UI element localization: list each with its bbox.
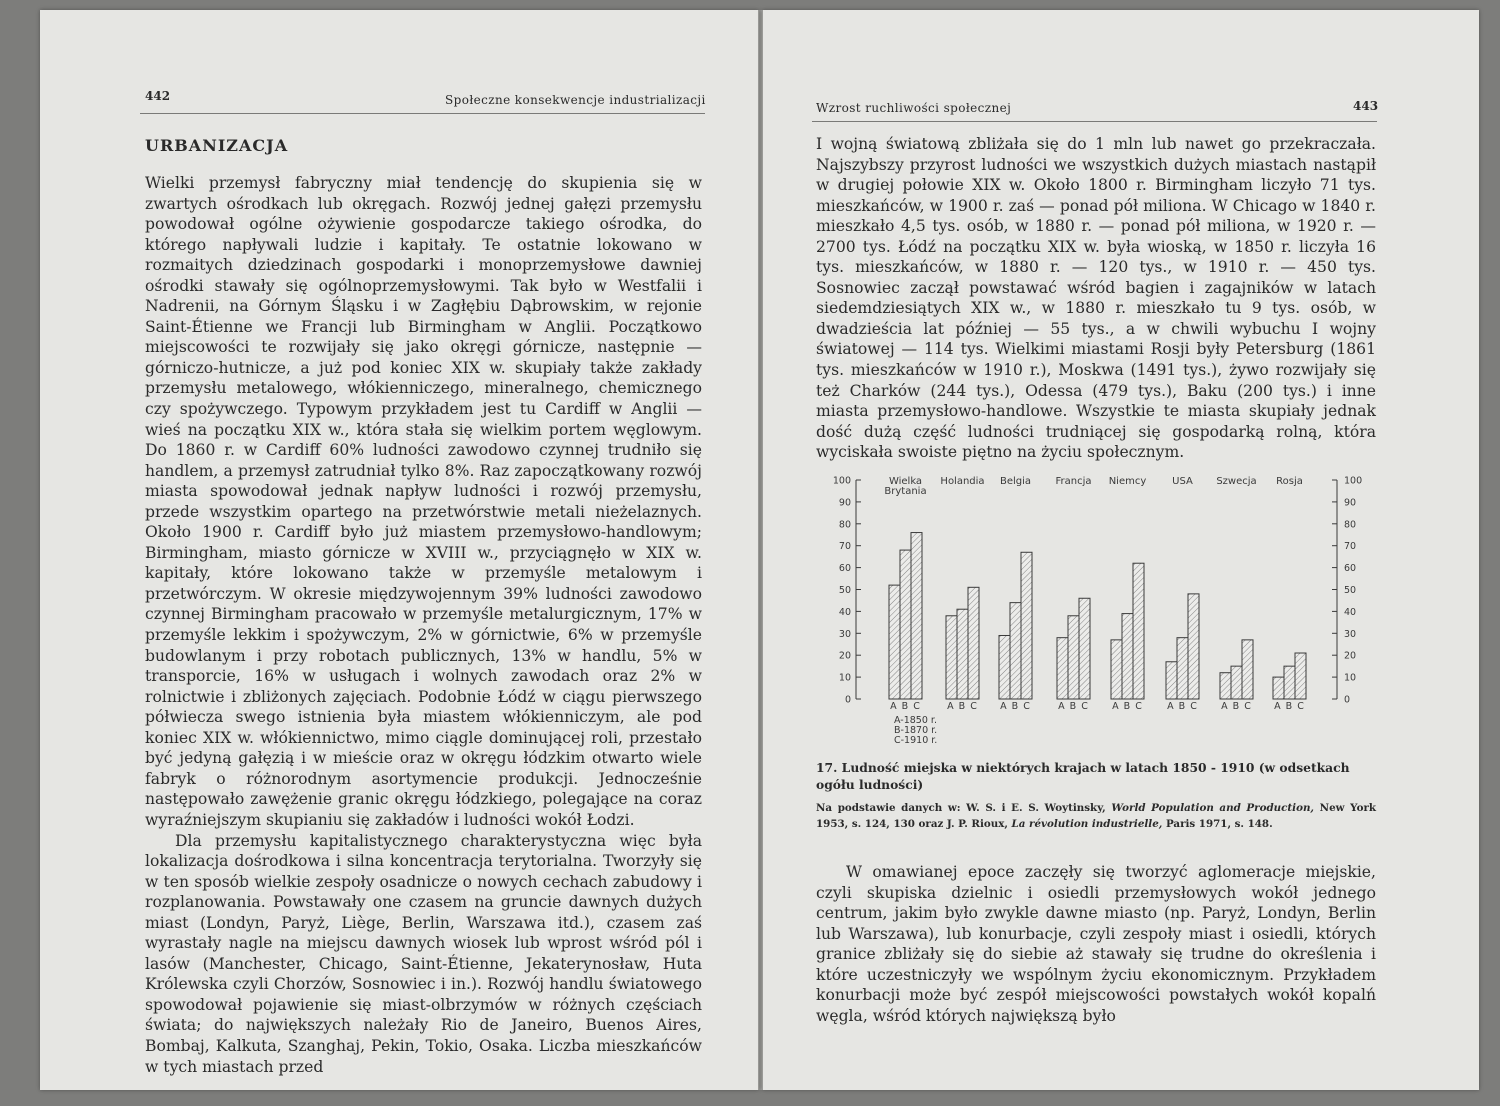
legend-entry: C-1910 r. (894, 735, 938, 746)
bar (1133, 563, 1144, 699)
source-title-2: La révolution industrielle, (1011, 817, 1163, 830)
category-label: Wielka (888, 476, 923, 487)
right-paragraph-top: I wojną światową zbliżała się do 1 mln lub nawet go przekraczała. Najszybszy przyrost ludności we wszystkich dużych miastach nastąpił w drugiej połowie XIX w. Około 1800 r. Birmingham liczyło 71 tys. mieszkańców, w 1900 r. zaś — ponad pół miliona. W Chicago w 1840 r. mieszkało 4,5 tys. osób, w 1880 r. — ponad pół miliona, w 1920 r. — 2700 tys. Łódź na początku XIX w. była wioską, w 1850 r. liczyła 16 tys. mieszkańców, w 1880 r. — 120 tys., w 1910 r. — 450 tys. Sosnowiec zaczął powstawać wśród bagien i zagajników w latach siedemdziesiątych XIX w., w 1880 r. mieszkało tu 9 tys. osób, w dwadzieścia lat później — 55 tys., a w chwili wybuchu I wojny światowej — 114 tys. Wielkimi miastami Rosji były Petersburg (1861 tys. mieszkańców w 1910 r.), Moskwa (1491 tys.), żywo rozwijały się też Charków (244 tys.), Odessa (479 tys.), Baku (200 tys.) i inne miasta przemysłowo-handlowe. Wszystkie te miasta skupiały jednak dość dużą część ludności trudniącej się gospodarką rolną, która wyciskała swoiste piętno na życiu społecznym. (816, 135, 1376, 462)
bar-letters-label: A B C (1058, 701, 1089, 712)
category-label: Szwecja (1216, 476, 1257, 487)
bar (1284, 666, 1295, 699)
y-tick-label-right: 30 (1344, 628, 1357, 640)
bar-letters-label: A B C (1221, 701, 1252, 712)
left-header-rule (140, 113, 705, 114)
bar (1166, 662, 1177, 699)
y-tick-label-right: 10 (1344, 672, 1357, 684)
legend-entry: B-1870 r. (894, 725, 938, 736)
left-paragraph-1: Wielki przemysł fabryczny miał tendencję do skupienia się w zwartych ośrodkach lub okręgach. Rozwój jednej gałęzi przemysłu powodował ogólne ożywienie gospodarcze takiego ośrodka, do którego napływali ludzie i kapitały. Te ostatnie lokowano w rozmaitych dziedzinach gospodarki i monoprzemysłowe dawniej ośrodki stawały się ogólnoprzemysłowymi. Tak było w Westfalii i Nadrenii, na Górnym Śląsku i w Zagłębiu Dąbrowskim, w rejonie Saint-Étienne we Francji lub Birmingham w Anglii. Początkowo miejscowości te rozwijały się jako okręgi górnicze, następnie — górniczo-hutnicze, a już pod koniec XIX w. skupiały także zakłady przemysłu metalowego, włókienniczego, mineralnego, chemicznego czy spożywczego. Typowym przykładem jest tu Cardiff w Anglii — wieś na początku XIX w., która stała się wielkim portem węglowym. Do 1860 r. w Cardiff 60% ludności zawodowo czynnej trudniło się handlem, a przemysł zatrudniał tylko 8%. Raz zapoczątkowany rozwój miasta spowodował jednak napływ ludności i rozwój przemysłu, przede wszystkim opartego na przetwórstwie metali nieżelaznych. Około 1900 r. Cardiff było już miastem przemysłowo-handlowym; Birmingham, miasto górnicze w XVIII w., przyciągnęło w XIX w. kapitały, które lokowano także w przemyśle metalowym i przetwórczym. W okresie międzywojennym 39% ludności zawodowo czynnej Birmingham pracowało w przemyśle metalurgicznym, 17% w przemyśle lekkim i spożywczym, 2% w górnictwie, 6% w przemyśle budowlanym i przy robotach publicznych, 13% w handlu, 5% w transporcie, 16% w usługach i wolnych zawodach oraz 2% w rolnictwie i zbliżonych zajęciach. Podobnie Łódź w ciągu pierwszego półwiecza swego istnienia była miastem włókienniczym, ale pod koniec XIX w. włókiennictwo, mimo ciągle dominującej roli, przestało być jedyną gałęzią i w mieście oraz w okręgu łódzkim otwarto wiele fabryk o różnorodnym asortymencie produkcji. Jednocześnie następowało zawężenie granic okręgu łódzkiego, polegające na coraz wyraźniejszym skupianiu się zakładów i ludności wokół Łodzi. (145, 174, 702, 829)
right-running-head: Wzrost ruchliwości społecznej (816, 101, 1012, 115)
right-body-text-bottom (816, 862, 1376, 1026)
source-suffix: Paris 1971, s. 148. (1165, 817, 1273, 830)
category-label: Francja (1055, 476, 1092, 487)
bar (911, 533, 922, 699)
left-page-number: 442 (145, 89, 171, 103)
bar-letters-label: A B C (1274, 701, 1305, 712)
y-tick-label-right: 80 (1344, 519, 1357, 531)
y-tick-label-left: 40 (838, 606, 851, 618)
y-tick-label-right: 50 (1344, 585, 1357, 596)
y-tick-label-right: 100 (1344, 475, 1363, 487)
left-paragraph-2: Dla przemysłu kapitalistycznego charakterystyczna więc była lokalizacja dośrodkowa i silna koncentracja terytorialna. Tworzyły się w ten sposób wielkie zespoły osadnicze o nowych cechach zabudowy i rozplanowania. Powstawały one czasem na gruncie dawnych dużych miast (Londyn, Paryż, Liège, Berlin, Warszawa itd.), czasem zaś wyrastały nagle na miejscu dawnych wiosek lub wprost wśród pól i lasów (Manchester, Chicago, Saint-Étienne, Jekaterynosław, Huta Królewska czyli Chorzów, Sosnowiec i in.). Rozwój handlu światowego spowodował pojawienie się miast-olbrzymów w różnych częściach świata; do największych należały Rio de Janeiro, Buenos Aires, Bombaj, Kalkuta, Szanghaj, Pekin, Tokio, Osaka. Liczba mieszkańców w tych miastach przed (145, 831, 702, 1076)
right-paragraph-bottom: W omawianej epoce zaczęły się tworzyć aglomeracje miejskie, czyli skupiska dzielnic i osiedli przemysłowych wokół jednego centrum, jakim było zwykle dawne miasto (np. Paryż, Londyn, Berlin lub Warszawa), lub konurbacje, czyli zespoły miast i osiedli, których granice zbliżały się do siebie aż stawały się trudne do określenia i które uczestniczyły we wspólnym życiu ekonomicznym. Przykładem konurbacji może być zespół miejscowości powstałych wokół kopalń węgla, wśród których największą było (816, 863, 1376, 1025)
y-tick-label-left: 0 (844, 694, 851, 706)
bar-letters-label: A B C (1000, 701, 1031, 712)
category-label: Brytania (884, 486, 927, 497)
y-tick-label-left: 80 (838, 519, 851, 531)
figure-caption: 17. Ludność miejska w niektórych krajach w latach 1850 - 1910 (w odsetkach ogółu ludności) (816, 760, 1350, 792)
category-label: Belgia (999, 476, 1032, 487)
y-tick-label-left: 30 (838, 628, 851, 640)
urban-population-chart (816, 458, 1376, 753)
chart-axes (856, 480, 1337, 699)
bar (1068, 616, 1079, 699)
y-tick-label-right: 0 (1344, 694, 1351, 706)
category-label: Holandia (940, 476, 985, 487)
figure-source (816, 801, 1376, 832)
legend-entry: A-1850 r. (894, 715, 937, 726)
bar (1079, 598, 1090, 699)
category-label: USA (1172, 476, 1193, 487)
y-tick-label-left: 100 (832, 475, 851, 487)
bar (1021, 552, 1032, 699)
y-tick-label-right: 90 (1344, 497, 1357, 509)
y-tick-label-right: 70 (1344, 541, 1357, 553)
bar (1242, 640, 1253, 699)
bar (889, 585, 900, 699)
chart-bars (889, 533, 1306, 699)
right-body-text-top (816, 134, 1376, 463)
bar (1177, 638, 1188, 699)
right-page-number: 443 (1353, 99, 1379, 113)
y-tick-label-left: 70 (838, 541, 851, 553)
y-tick-label-right: 20 (1344, 650, 1357, 662)
y-tick-label-left: 50 (838, 585, 851, 596)
source-mid: New York 1953, s. 124, 130 oraz J. P. Rioux, (816, 802, 1377, 830)
bar (900, 550, 911, 699)
bar (957, 609, 968, 699)
bar (1188, 594, 1199, 699)
y-tick-label-right: 60 (1344, 563, 1357, 575)
left-running-head: Społeczne konsekwencje industrializacji (445, 93, 706, 107)
bar-letters-label: A B C (947, 701, 978, 712)
y-tick-label-left: 90 (838, 497, 851, 509)
bar (1010, 603, 1021, 699)
bar (968, 587, 979, 699)
right-header-rule (812, 121, 1377, 122)
source-title-1: World Population and Production, (1111, 802, 1315, 814)
y-tick-label-left: 60 (838, 563, 851, 575)
y-tick-label-left: 10 (838, 672, 851, 684)
bar (1273, 677, 1284, 699)
bar (1231, 666, 1242, 699)
bar-letters-label: A B C (1167, 701, 1198, 712)
y-tick-label-right: 40 (1344, 606, 1357, 618)
source-prefix: Na podstawie danych w: W. S. i E. S. Woytinsky, (816, 802, 1106, 814)
left-body-text (145, 173, 702, 1077)
bar-letters-label: A B C (890, 701, 921, 712)
bar (1122, 614, 1133, 699)
bar (946, 616, 957, 699)
bar (1111, 640, 1122, 699)
section-heading: URBANIZACJA (145, 136, 289, 155)
bar (1220, 673, 1231, 699)
y-tick-label-left: 20 (838, 650, 851, 662)
category-label: Rosja (1276, 476, 1303, 487)
bar (1057, 638, 1068, 699)
bar-letters-label: A B C (1112, 701, 1143, 712)
bar (1295, 653, 1306, 699)
category-label: Niemcy (1108, 476, 1147, 487)
bar (999, 635, 1010, 699)
